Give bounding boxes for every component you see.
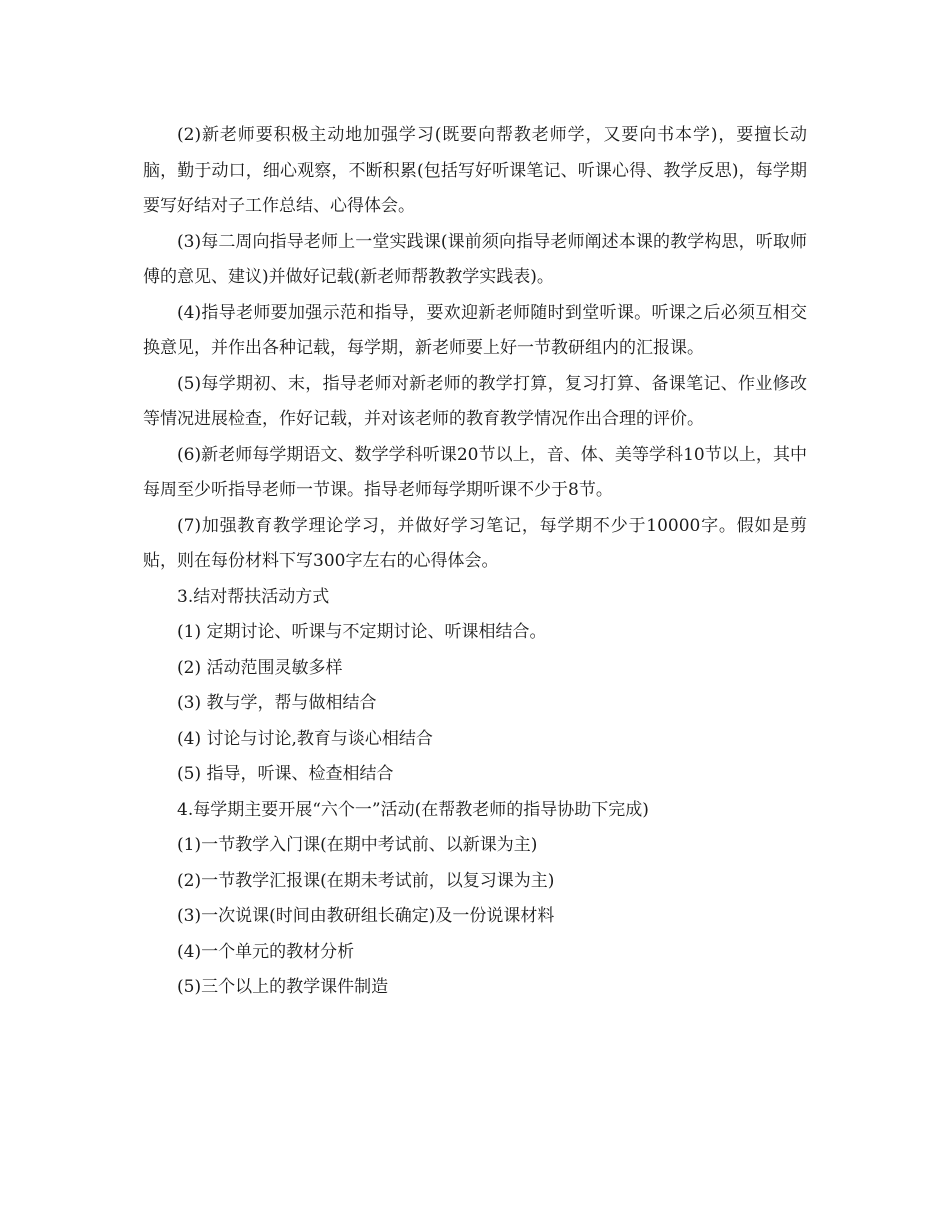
list-item: (5) 指导，听课、检查相结合 xyxy=(177,764,394,784)
list-item: (4) 讨论与讨论,教育与谈心相结合 xyxy=(177,728,433,749)
paragraph-item-4-guidance: (4)指导老师要加强示范和指导，要欢迎新老师随时到堂听课。听课之后必须互相交换意见，并作出各种记载，每学期，新老师要上好一节教研组内的汇报课。 xyxy=(143,302,807,358)
list-item: (2) 活动范围灵敏多样 xyxy=(177,657,343,678)
list-item: (2)一节教学汇报课(在期未考试前，以复习课为主) xyxy=(177,870,555,891)
document-body xyxy=(143,118,807,1006)
paragraph-item-6-observation: (6)新老师每学期语文、数学学科听课20节以上，音、体、美等学科10节以上，其中每周至少听指导老师一节课。指导老师每学期听课不少于8节。 xyxy=(143,444,807,500)
section-heading-4: 4.每学期主要开展“六个一”活动(在帮教老师的指导协助下完成) xyxy=(177,799,649,820)
paragraph-item-7-theory: (7)加强教育教学理论学习，并做好学习笔记，每学期不少于10000字。假如是剪贴，则在每份材料下写300字左右的心得体会。 xyxy=(143,515,807,571)
list-item: (3) 教与学，帮与做相结合 xyxy=(177,693,377,713)
list-item: (4)一个单元的教材分析 xyxy=(177,941,355,962)
paragraph-item-3-practice-class: (3)每二周向指导老师上一堂实践课(课前须向指导老师阐述本课的教学构思，听取师傅的意见、建议)并做好记载(新老师帮教教学实践表)。 xyxy=(143,231,807,287)
paragraph-item-5-inspection: (5)每学期初、末，指导老师对新老师的教学打算，复习打算、备课笔记、作业修改等情况进展检查，作好记载，并对该老师的教育教学情况作出合理的评价。 xyxy=(143,373,807,429)
section-heading-3: 3.结对帮扶活动方式 xyxy=(177,586,330,607)
list-item: (1) 定期讨论、听课与不定期讨论、听课相结合。 xyxy=(177,622,547,642)
list-item: (1)一节教学入门课(在期中考试前、以新课为主) xyxy=(177,835,538,855)
paragraph-item-2-study: (2)新老师要积极主动地加强学习(既要向帮教老师学，又要向书本学)，要擅长动脑，勤于动口，细心观察，不断积累(包括写好听课笔记、听课心得、教学反思)，每学期要写好结对子工作总结、心得体会。 xyxy=(143,125,807,216)
list-item: (3)一次说课(时间由教研组长确定)及一份说课材料 xyxy=(177,906,555,926)
list-item: (5)三个以上的教学课件制造 xyxy=(177,977,389,997)
